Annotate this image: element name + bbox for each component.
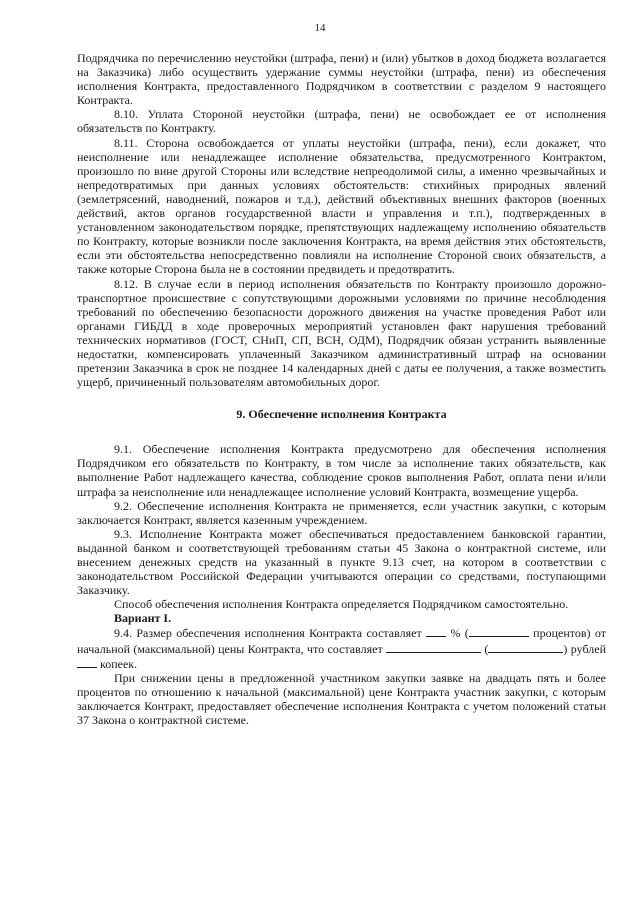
blank-field [386,641,481,653]
paragraph-9-4 [77,625,606,670]
clause-text: копеек. [97,656,138,671]
paragraph: 9.3. Исполнение Контракта может обеспечиваться предоставлением банковской гарантии, выданной банком и соответствующей требованиям статьи 45 Закона о контрактной системе, или внесением денежных средств на указанный в пункте 9.13 счет, на котором в соответствии с законодательством Российской Федерации учитываются операции со средствами, поступающими Заказчику. [77,526,606,598]
section-heading: 9. Обеспечение исполнения Контракта [236,407,447,422]
paragraph: 8.11. Сторона освобождается от уплаты неустойки (штрафа, пени), если докажет, что неисполнение или ненадлежащее исполнение обязательства, предусмотренного Контрактом, произошло по вине другой Стороны или вследствие непреодолимой силы, а именно чрезвычайных и непредотвратимых при данных условиях обстоятельств: стихийных природных явлений (землетрясений, наводнений, пожаров и т.д.), действий объективных внешних факторов (военных действий, актов органов государственной власти и управления и т.п.), подтвержденных в установленном законодательством порядке, препятствующих надлежащему исполнению обязательств по Контракту, которые возникли после заключения Контракта, на время действия этих обстоятельств, если эти обстоятельства непосредственно повлияли на исполнение Стороной своих обязательств, а также которые Сторона была не в состоянии предвидеть и предотвратить. [77,135,606,277]
clause-text: % ( [446,626,469,641]
clause-text: процентов) от начальной (максимальной) цены Контракта, что составляет [77,626,606,656]
blank-field [77,656,97,668]
document-body [77,51,606,727]
variant-label: Вариант I. [114,611,172,626]
blank-field [469,625,529,637]
clause-text: 9.4. Размер обеспечения исполнения Контракта составляет [114,626,427,641]
paragraph: 8.12. В случае если в период исполнения обязательств по Контракту произошло дорожно-транспортное происшествие с сопутствующими дорожными условиями по причине несоблюдения требований по обеспечению безопасности дорожного движения на участке проведения Работ или органами ГИБДД в ходе проверочных мероприятий установлен факт нарушения требований технических нормативов (ГОСТ, СНиП, СП, ВСН, ОДМ), Подрядчик обязан устранить выявленные недостатки, компенсировать уплаченный Заказчиком административный штраф на основании претензии Заказчика в срок не позднее 14 календарных дней с даты ее получения, а также возместить ущерб, причиненный пользователям автомобильных дорог. [77,276,606,390]
clause-text: ( [481,641,489,656]
paragraph: Подрядчика по перечислению неустойки (штрафа, пени) и (или) убытков в доход бюджета возлагается на Заказчика) либо осуществить удержание суммы неустойки (штрафа, пени) из обеспечения исполнения Контракта, предоставленного Подрядчиком в соответствии с разделом 9 настоящего Контракта. [77,51,606,108]
paragraph: При снижении цены в предложенной участником закупки заявке на двадцать пять и более процентов по отношению к начальной (максимальной) цене Контракта участник закупки, с которым заключается Контракт, предоставляет обеспечение исполнения Контракта с учетом положений статьи 37 Закона о контрактной системе. [77,670,606,728]
blank-field [488,641,563,653]
paragraph: 9.1. Обеспечение исполнения Контракта предусмотрено для обеспечения исполнения Подрядчиком его обязательств по Контракту, в том числе за исполнение таких обязательств, как выполнение Работ надлежащего качества, соблюдение сроков выполнения Работ, оплата пени и/или штрафа за неисполнение или ненадлежащее исполнение условий Контракта, возмещение ущерба. [77,442,606,499]
blank-field [426,625,446,637]
page-number: 14 [314,22,326,34]
paragraph: 8.10. Уплата Стороной неустойки (штрафа, пени) не освобождает ее от исполнения обязательств по Контракту. [77,107,606,136]
clause-text: ) рублей [563,641,606,656]
paragraph: Способ обеспечения исполнения Контракта определяется Подрядчиком самостоятельно. [114,597,569,612]
paragraph: 9.2. Обеспечение исполнения Контракта не применяется, если участник закупки, с которым заключается Контракт, является казенным учреждением. [77,498,606,527]
